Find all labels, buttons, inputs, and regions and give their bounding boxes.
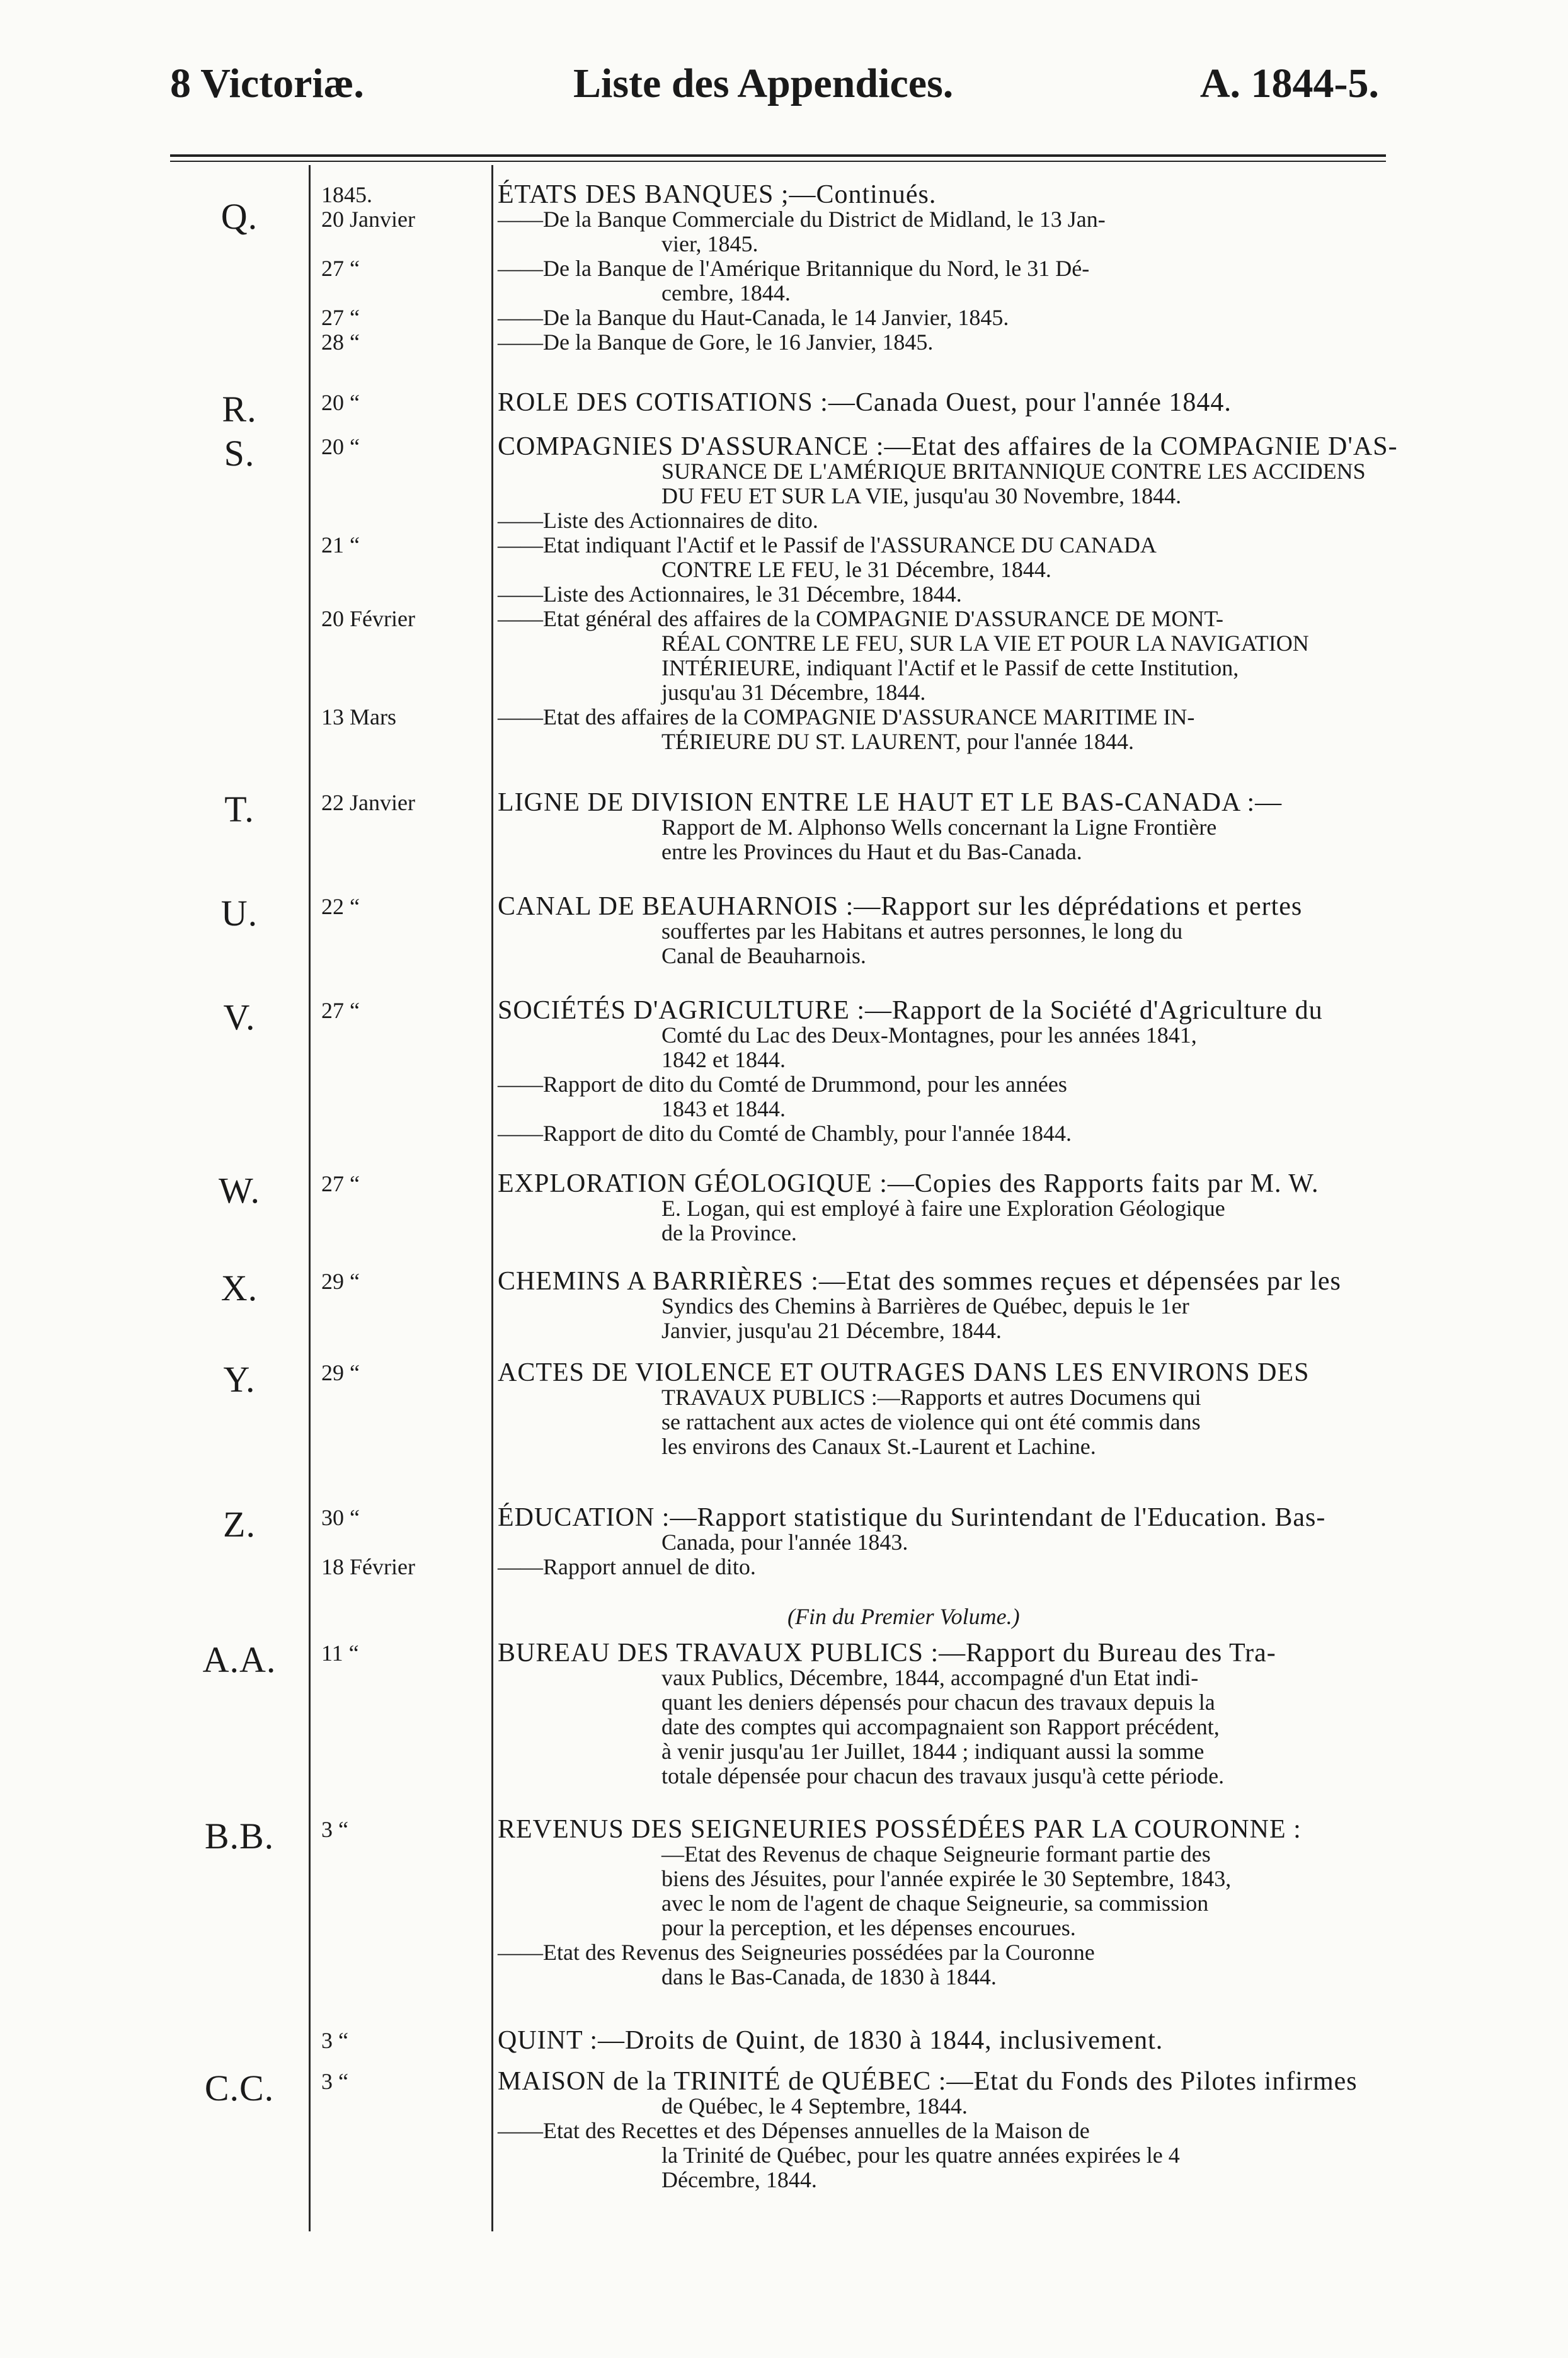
date-line: 27 “ bbox=[321, 305, 360, 330]
date-line: 22 “ bbox=[321, 894, 360, 919]
date-line: 3 “ bbox=[321, 2028, 348, 2053]
appendix-description bbox=[498, 388, 1392, 417]
entry-text-line: —Etat des Revenus de chaque Seigneurie formant partie des bbox=[661, 1841, 1211, 1867]
entry-text-line: vaux Publics, Décembre, 1844, accompagné d'un Etat indi- bbox=[661, 1665, 1199, 1690]
date-line: 29 “ bbox=[321, 1269, 360, 1294]
entry-text-line: ——De la Banque de l'Amérique Britannique du Nord, le 31 Dé- bbox=[498, 256, 1090, 281]
entry-heading-line: EXPLORATION GÉOLOGIQUE :—Copies des Rapports faits par M. W. bbox=[498, 1169, 1319, 1198]
appendix-date bbox=[321, 2069, 479, 2094]
date-line: 27 “ bbox=[321, 1171, 360, 1196]
entry-text-line: DU FEU ET SUR LA VIE, jusqu'au 30 Novembre, 1844. bbox=[661, 483, 1182, 508]
date-line: 13 Mars bbox=[321, 704, 396, 730]
entry-text-line: ——De la Banque Commerciale du District de Midland, le 13 Jan- bbox=[498, 207, 1106, 232]
entry-heading-line: ÉTATS DES BANQUES ;—Continués. bbox=[498, 180, 937, 209]
appendix-letter: T. bbox=[224, 789, 255, 830]
entry-text-line: ——Etat des affaires de la COMPAGNIE D'ASSURANCE MARITIME IN- bbox=[498, 704, 1195, 730]
date-line: 20 Janvier bbox=[321, 207, 415, 232]
date-line: 3 “ bbox=[321, 2069, 348, 2094]
entry-text-line: ——Liste des Actionnaires, le 31 Décembre, 1844. bbox=[498, 581, 962, 607]
appendix-date bbox=[321, 1361, 479, 1385]
entry-text-line: date des comptes qui accompagnaient son Rapport précédent, bbox=[661, 1714, 1220, 1739]
appendix-description bbox=[498, 788, 1392, 864]
date-line: 1845. bbox=[321, 182, 372, 207]
date-line bbox=[321, 459, 479, 484]
entry-text-line: Syndics des Chemins à Barrières de Québec, depuis le 1er bbox=[661, 1293, 1189, 1319]
entry-heading-line: MAISON de la TRINITÉ de QUÉBEC :—Etat du Fonds des Pilotes infirmes bbox=[498, 2067, 1358, 2096]
entry-heading-line: LIGNE DE DIVISION ENTRE LE HAUT ET LE BAS-CANADA :— bbox=[498, 788, 1283, 817]
entry-text-line: ——Etat des Revenus des Seigneuries possédées par la Couronne bbox=[498, 1940, 1095, 1965]
date-line: 27 “ bbox=[321, 998, 360, 1023]
date-line bbox=[321, 1530, 479, 1555]
entry-text-line: ——Etat indiquant l'Actif et le Passif de l'ASSURANCE DU CANADA bbox=[498, 532, 1157, 558]
date-line bbox=[321, 508, 479, 533]
header-rule-bottom bbox=[170, 161, 1386, 162]
appendix-description bbox=[498, 2069, 1392, 2192]
entry-text-line: biens des Jésuites, pour l'année expirée le 30 Septembre, 1843, bbox=[661, 1866, 1232, 1891]
date-line bbox=[321, 631, 479, 656]
appendix-letter: U. bbox=[220, 893, 258, 934]
date-line bbox=[321, 730, 479, 754]
appendix-date bbox=[321, 391, 479, 415]
column-divider-left bbox=[309, 165, 311, 2231]
column-divider-right bbox=[491, 165, 493, 2231]
entry-text-line: souffertes par les Habitans et autres personnes, le long du bbox=[661, 919, 1183, 944]
appendix-date bbox=[321, 895, 479, 919]
date-line: 29 “ bbox=[321, 1360, 360, 1385]
date-line: 21 “ bbox=[321, 532, 360, 558]
entry-heading-line: ÉDUCATION :—Rapport statistique du Surintendant de l'Education. Bas- bbox=[498, 1503, 1326, 1532]
entry-heading-line: QUINT :—Droits de Quint, de 1830 à 1844, inclusivement. bbox=[498, 2026, 1164, 2055]
entry-text-line: ——Rapport de dito du Comté de Chambly, pour l'année 1844. bbox=[498, 1121, 1072, 1146]
entry-text-line: ——Rapport annuel de dito. bbox=[498, 1554, 756, 1579]
entry-text-line: 1843 et 1844. bbox=[661, 1096, 786, 1121]
appendix-letter: C.C. bbox=[204, 2068, 275, 2109]
date-line bbox=[321, 232, 479, 256]
appendix-description bbox=[498, 2026, 1392, 2055]
entry-text-line: INTÉRIEURE, indiquant l'Actif et le Passif de cette Institution, bbox=[661, 655, 1239, 680]
entry-text-line: les environs des Canaux St.-Laurent et Lachine. bbox=[661, 1434, 1096, 1459]
appendix-letter: R. bbox=[222, 389, 257, 430]
appendix-date bbox=[321, 183, 479, 355]
date-line bbox=[321, 281, 479, 306]
entry-heading-line: ROLE DES COTISATIONS :—Canada Ouest, pour l'année 1844. bbox=[498, 388, 1232, 417]
appendix-date bbox=[321, 999, 479, 1023]
date-line: 20 Février bbox=[321, 606, 415, 631]
appendix-letter: Q. bbox=[220, 196, 258, 237]
entry-heading-line: COMPAGNIES D'ASSURANCE :—Etat des affaires de la COMPAGNIE D'AS- bbox=[498, 432, 1398, 461]
entry-text-line: Décembre, 1844. bbox=[661, 2167, 817, 2192]
appendix-date bbox=[321, 2029, 479, 2053]
date-line: 27 “ bbox=[321, 256, 360, 281]
entry-text-line: ——Liste des Actionnaires de dito. bbox=[498, 508, 818, 533]
entry-heading-line: CANAL DE BEAUHARNOIS :—Rapport sur les déprédations et pertes bbox=[498, 892, 1303, 921]
entry-text-line: avec le nom de l'agent de chaque Seigneurie, sa commission bbox=[661, 1891, 1209, 1916]
entry-text-line: vier, 1845. bbox=[661, 231, 758, 256]
header-year: A. 1844-5. bbox=[1199, 60, 1379, 106]
entry-heading-line: REVENUS DES SEIGNEURIES POSSÉDÉES PAR LA COURONNE : bbox=[498, 1815, 1302, 1844]
appendix-description bbox=[498, 1169, 1392, 1245]
date-line: 3 “ bbox=[321, 1817, 348, 1842]
appendix-letter: Y. bbox=[223, 1359, 256, 1400]
header-title: Liste des Appendices. bbox=[573, 60, 954, 106]
appendix-letter: Z. bbox=[223, 1504, 256, 1545]
header-session: 8 Victoriæ. bbox=[170, 60, 364, 106]
appendix-date bbox=[321, 791, 479, 815]
appendix-description bbox=[498, 1503, 1392, 1579]
appendix-description bbox=[498, 1269, 1392, 1343]
appendix-letter: X. bbox=[220, 1268, 258, 1308]
entry-text-line: entre les Provinces du Haut et du Bas-Canada. bbox=[661, 839, 1082, 864]
entry-text-line: ——De la Banque du Haut-Canada, le 14 Janvier, 1845. bbox=[498, 305, 1009, 330]
entry-text-line: se rattachent aux actes de violence qui ont été commis dans bbox=[661, 1409, 1201, 1434]
date-line bbox=[321, 680, 479, 705]
appendix-description bbox=[498, 1358, 1392, 1459]
entry-text-line: ——Etat des Recettes et des Dépenses annuelles de la Maison de bbox=[498, 2118, 1090, 2143]
appendix-date bbox=[321, 1506, 479, 1579]
entry-heading-line: BUREAU DES TRAVAUX PUBLICS :—Rapport du Bureau des Tra- bbox=[498, 1639, 1276, 1668]
entry-heading-line: SOCIÉTÉS D'AGRICULTURE :—Rapport de la Société d'Agriculture du bbox=[498, 996, 1323, 1025]
appendix-description bbox=[498, 996, 1392, 1146]
appendix-description bbox=[498, 180, 1392, 355]
end-of-volume-note: (Fin du Premier Volume.) bbox=[787, 1604, 1020, 1629]
entry-text-line: à venir jusqu'au 1er Juillet, 1844 ; indiquant aussi la somme bbox=[661, 1739, 1205, 1764]
appendix-description bbox=[498, 892, 1392, 968]
date-line: 30 “ bbox=[321, 1505, 360, 1530]
appendix-date bbox=[321, 435, 479, 754]
date-line bbox=[321, 582, 479, 607]
date-line bbox=[321, 656, 479, 680]
entry-text-line: TRAVAUX PUBLICS :—Rapports et autres Documens qui bbox=[661, 1385, 1201, 1410]
entry-text-line: RÉAL CONTRE LE FEU, SUR LA VIE ET POUR LA NAVIGATION bbox=[661, 631, 1309, 656]
date-line: 18 Février bbox=[321, 1554, 415, 1579]
entry-text-line: ——De la Banque de Gore, le 16 Janvier, 1845. bbox=[498, 329, 934, 355]
date-line: 20 “ bbox=[321, 434, 360, 459]
header-rule-top bbox=[170, 154, 1386, 157]
entry-text-line: dans le Bas-Canada, de 1830 à 1844. bbox=[661, 1964, 997, 1989]
entry-text-line: SURANCE DE L'AMÉRIQUE BRITANNIQUE CONTRE LES ACCIDENS bbox=[661, 459, 1366, 484]
appendix-letter: B.B. bbox=[204, 1816, 275, 1857]
entry-text-line: la Trinité de Québec, pour les quatre années expirées le 4 bbox=[661, 2143, 1180, 2168]
appendix-description bbox=[498, 1641, 1392, 1789]
entry-text-line: de la Province. bbox=[661, 1220, 797, 1245]
date-line: 28 “ bbox=[321, 329, 360, 355]
appendix-description bbox=[498, 432, 1398, 754]
entry-text-line: Canal de Beauharnois. bbox=[661, 943, 866, 968]
entry-text-line: ——Rapport de dito du Comté de Drummond, pour les années bbox=[498, 1072, 1067, 1097]
entry-text-line: totale dépensée pour chacun des travaux jusqu'à cette période. bbox=[661, 1763, 1225, 1789]
date-line bbox=[321, 558, 479, 582]
entry-text-line: pour la perception, et les dépenses encourues. bbox=[661, 1915, 1076, 1940]
entry-text-line: Canada, pour l'année 1843. bbox=[661, 1530, 908, 1555]
entry-text-line: Rapport de M. Alphonso Wells concernant la Ligne Frontière bbox=[661, 815, 1217, 840]
entry-text-line: 1842 et 1844. bbox=[661, 1047, 786, 1072]
appendix-date bbox=[321, 1172, 479, 1196]
entry-text-line: E. Logan, qui est employé à faire une Exploration Géologique bbox=[661, 1196, 1225, 1221]
appendix-letter: W. bbox=[219, 1170, 260, 1211]
appendix-letter: V. bbox=[223, 997, 256, 1038]
entry-text-line: de Québec, le 4 Septembre, 1844. bbox=[661, 2093, 968, 2119]
page-header bbox=[170, 60, 1379, 117]
entry-text-line: cembre, 1844. bbox=[661, 280, 791, 306]
entry-text-line: ——Etat général des affaires de la COMPAGNIE D'ASSURANCE DE MONT- bbox=[498, 606, 1224, 631]
entry-text-line: jusqu'au 31 Décembre, 1844. bbox=[661, 680, 926, 705]
date-line: 11 “ bbox=[321, 1640, 359, 1666]
entry-text-line: TÉRIEURE DU ST. LAURENT, pour l'année 1844. bbox=[661, 729, 1135, 754]
date-line: 22 Janvier bbox=[321, 790, 415, 815]
appendix-date bbox=[321, 1641, 479, 1666]
date-line bbox=[321, 484, 479, 508]
appendix-letter: S. bbox=[224, 433, 255, 474]
appendix-date bbox=[321, 1269, 479, 1294]
entry-heading-line: CHEMINS A BARRIÈRES :—Etat des sommes reçues et dépensées par les bbox=[498, 1267, 1341, 1296]
date-line: 20 “ bbox=[321, 390, 360, 415]
entry-text-line: Comté du Lac des Deux-Montagnes, pour les années 1841, bbox=[661, 1022, 1197, 1048]
appendix-date bbox=[321, 1817, 479, 1842]
appendix-letter: A.A. bbox=[202, 1639, 277, 1680]
entry-text-line: Janvier, jusqu'au 21 Décembre, 1844. bbox=[661, 1318, 1002, 1343]
entry-heading-line: ACTES DE VIOLENCE ET OUTRAGES DANS LES ENVIRONS DES bbox=[498, 1358, 1310, 1387]
entry-text-line: quant les deniers dépensés pour chacun des travaux depuis la bbox=[661, 1690, 1215, 1715]
entry-text-line: CONTRE LE FEU, le 31 Décembre, 1844. bbox=[661, 557, 1051, 582]
appendix-description bbox=[498, 1817, 1392, 1989]
